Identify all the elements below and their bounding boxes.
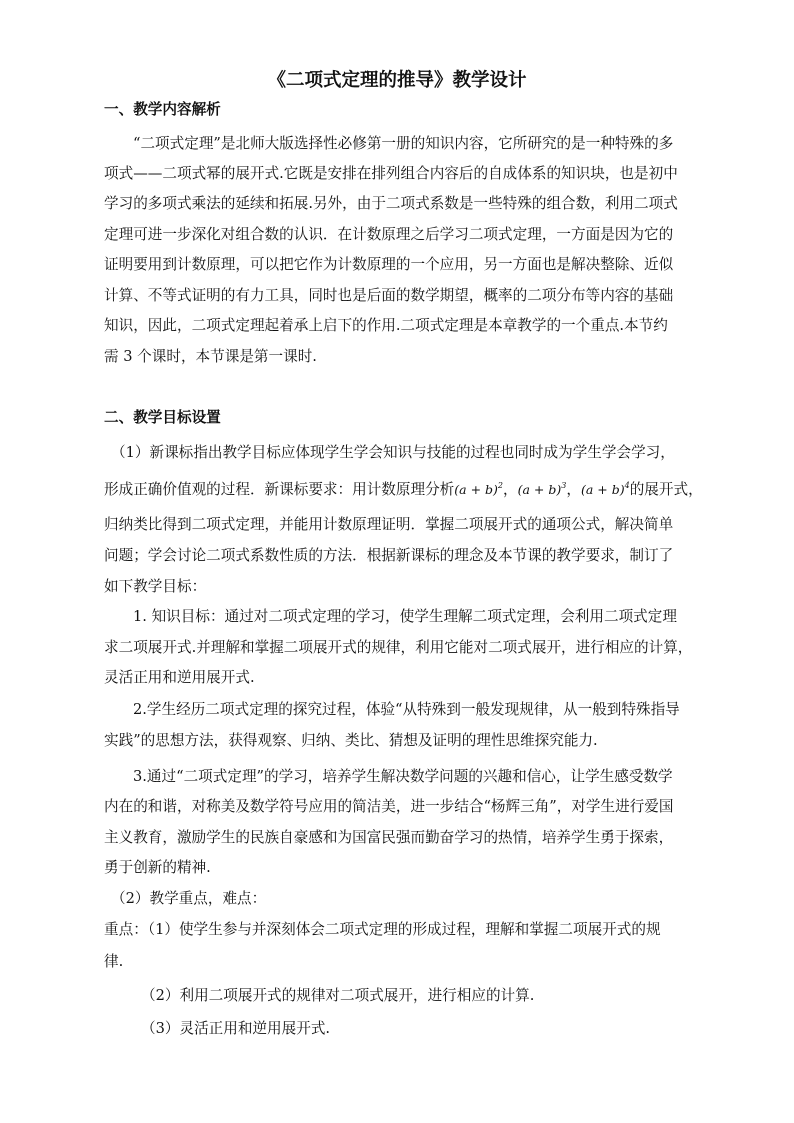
formula-exponent: 3 — [561, 481, 567, 490]
paragraph-line: 归纳类比得到二项式定理，并能用计数原理证明．掌握二项展开式的通项公式，解决简单 — [104, 516, 674, 533]
text-run: 形成正确价值观的过程．新课标要求：用计数原理分析 — [104, 481, 455, 498]
section-heading-content-analysis: 一、教学内容解析 — [104, 101, 221, 118]
paragraph-line: 需 3 个课时，本节课是第一课时. — [104, 348, 317, 365]
formula-exponent: 4 — [624, 481, 630, 490]
formula-base: (a + b) — [517, 482, 562, 497]
formula-base: (a + b) — [580, 482, 625, 497]
separator: ， — [566, 481, 581, 498]
paragraph-line: 实践”的思想方法，获得观察、归纳、类比、猜想及证明的理性思维探究能力. — [104, 732, 598, 749]
paragraph-line: 灵活正用和逆用展开式. — [104, 669, 255, 686]
separator: ， — [503, 481, 518, 498]
formula-a-plus-b-cubed — [518, 482, 567, 497]
formula-a-plus-b-fourth — [581, 482, 630, 497]
paragraph-line: 计算、不等式证明的有力工具，同时也是后面的数学期望，概率的二项分布等内容的基础 — [104, 287, 674, 304]
paragraph-line: 证明要用到计数原理，可以把它作为计数原理的一个应用，另一方面也是解决整除、近似 — [104, 256, 674, 273]
paragraph-line: （2）利用二项展开式的规律对二项式展开，进行相应的计算. — [141, 987, 535, 1004]
paragraph-line: 律. — [104, 953, 124, 970]
formula-a-plus-b-squared — [454, 482, 503, 497]
paragraph-line: （1）新课标指出教学目标应体现学生学会知识与技能的过程也同时成为学生学会学习， — [111, 444, 675, 461]
paragraph-line: 求二项展开式.并理解和掌握二项展开式的规律，利用它能对二项式展开，进行相应的计算， — [104, 639, 693, 656]
paragraph-line: （3）灵活正用和逆用展开式. — [141, 1020, 331, 1037]
paragraph-line: 知识，因此，二项式定理起着承上启下的作用.二项式定理是本章教学的一个重点.本节约 — [104, 317, 668, 334]
paragraph-line-with-formulas — [104, 480, 703, 500]
paragraph-line: 如下教学目标： — [104, 578, 207, 595]
paragraph-line: “二项式定理”是北师大版选择性必修第一册的知识内容，它所研究的是一种特殊的多 — [133, 135, 674, 152]
subheading-key-points: （2）教学重点，难点： — [111, 890, 267, 907]
document-title: 《二项式定理的推导》教学设计 — [267, 70, 527, 91]
paragraph-line: 问题；学会讨论二项式系数性质的方法．根据新课标的理念及本节课的教学要求，制订了 — [104, 547, 674, 564]
paragraph-line: 内在的和谐，对称美及数学符号应用的简洁美，进一步结合“杨辉三角”，对学生进行爱国 — [104, 798, 674, 815]
paragraph-line: 主义教育，激励学生的民族自豪感和为国富民强而勤奋学习的热情，培养学生勇于探索， — [104, 829, 674, 846]
paragraph-line: 1. 知识目标：通过对二项式定理的学习，使学生理解二项式定理，会利用二项式定理 — [133, 608, 677, 625]
paragraph-line: 3.通过“二项式定理”的学习，培养学生解决数学问题的兴趣和信心，让学生感受数学 — [133, 768, 673, 785]
formula-base: (a + b) — [454, 482, 498, 497]
text-run: 的展开式， — [629, 481, 703, 498]
paragraph-line: 学习的多项式乘法的延续和拓展.另外，由于二项式系数是一些特殊的组合数，利用二项式 — [104, 195, 678, 212]
paragraph-line: 勇于创新的精神. — [104, 859, 211, 876]
paragraph-line: 重点：（1）使学生参与并深刻体会二项式定理的形成过程，理解和掌握二项展开式的规 — [104, 921, 661, 938]
section-heading-teaching-goals: 二、教学目标设置 — [104, 409, 221, 426]
formula-exponent: 2 — [497, 481, 503, 490]
paragraph-line: 2.学生经历二项式定理的探究过程，体验“从特殊到一般发现规律，从一般到特殊指导 — [133, 701, 680, 718]
paragraph-line: 项式——二项式幂的展开式.它既是安排在排列组合内容后的自成体系的知识块，也是初中 — [104, 165, 678, 182]
paragraph-line: 定理可进一步深化对组合数的认识．在计数原理之后学习二项式定理，一方面是因为它的 — [104, 226, 674, 243]
